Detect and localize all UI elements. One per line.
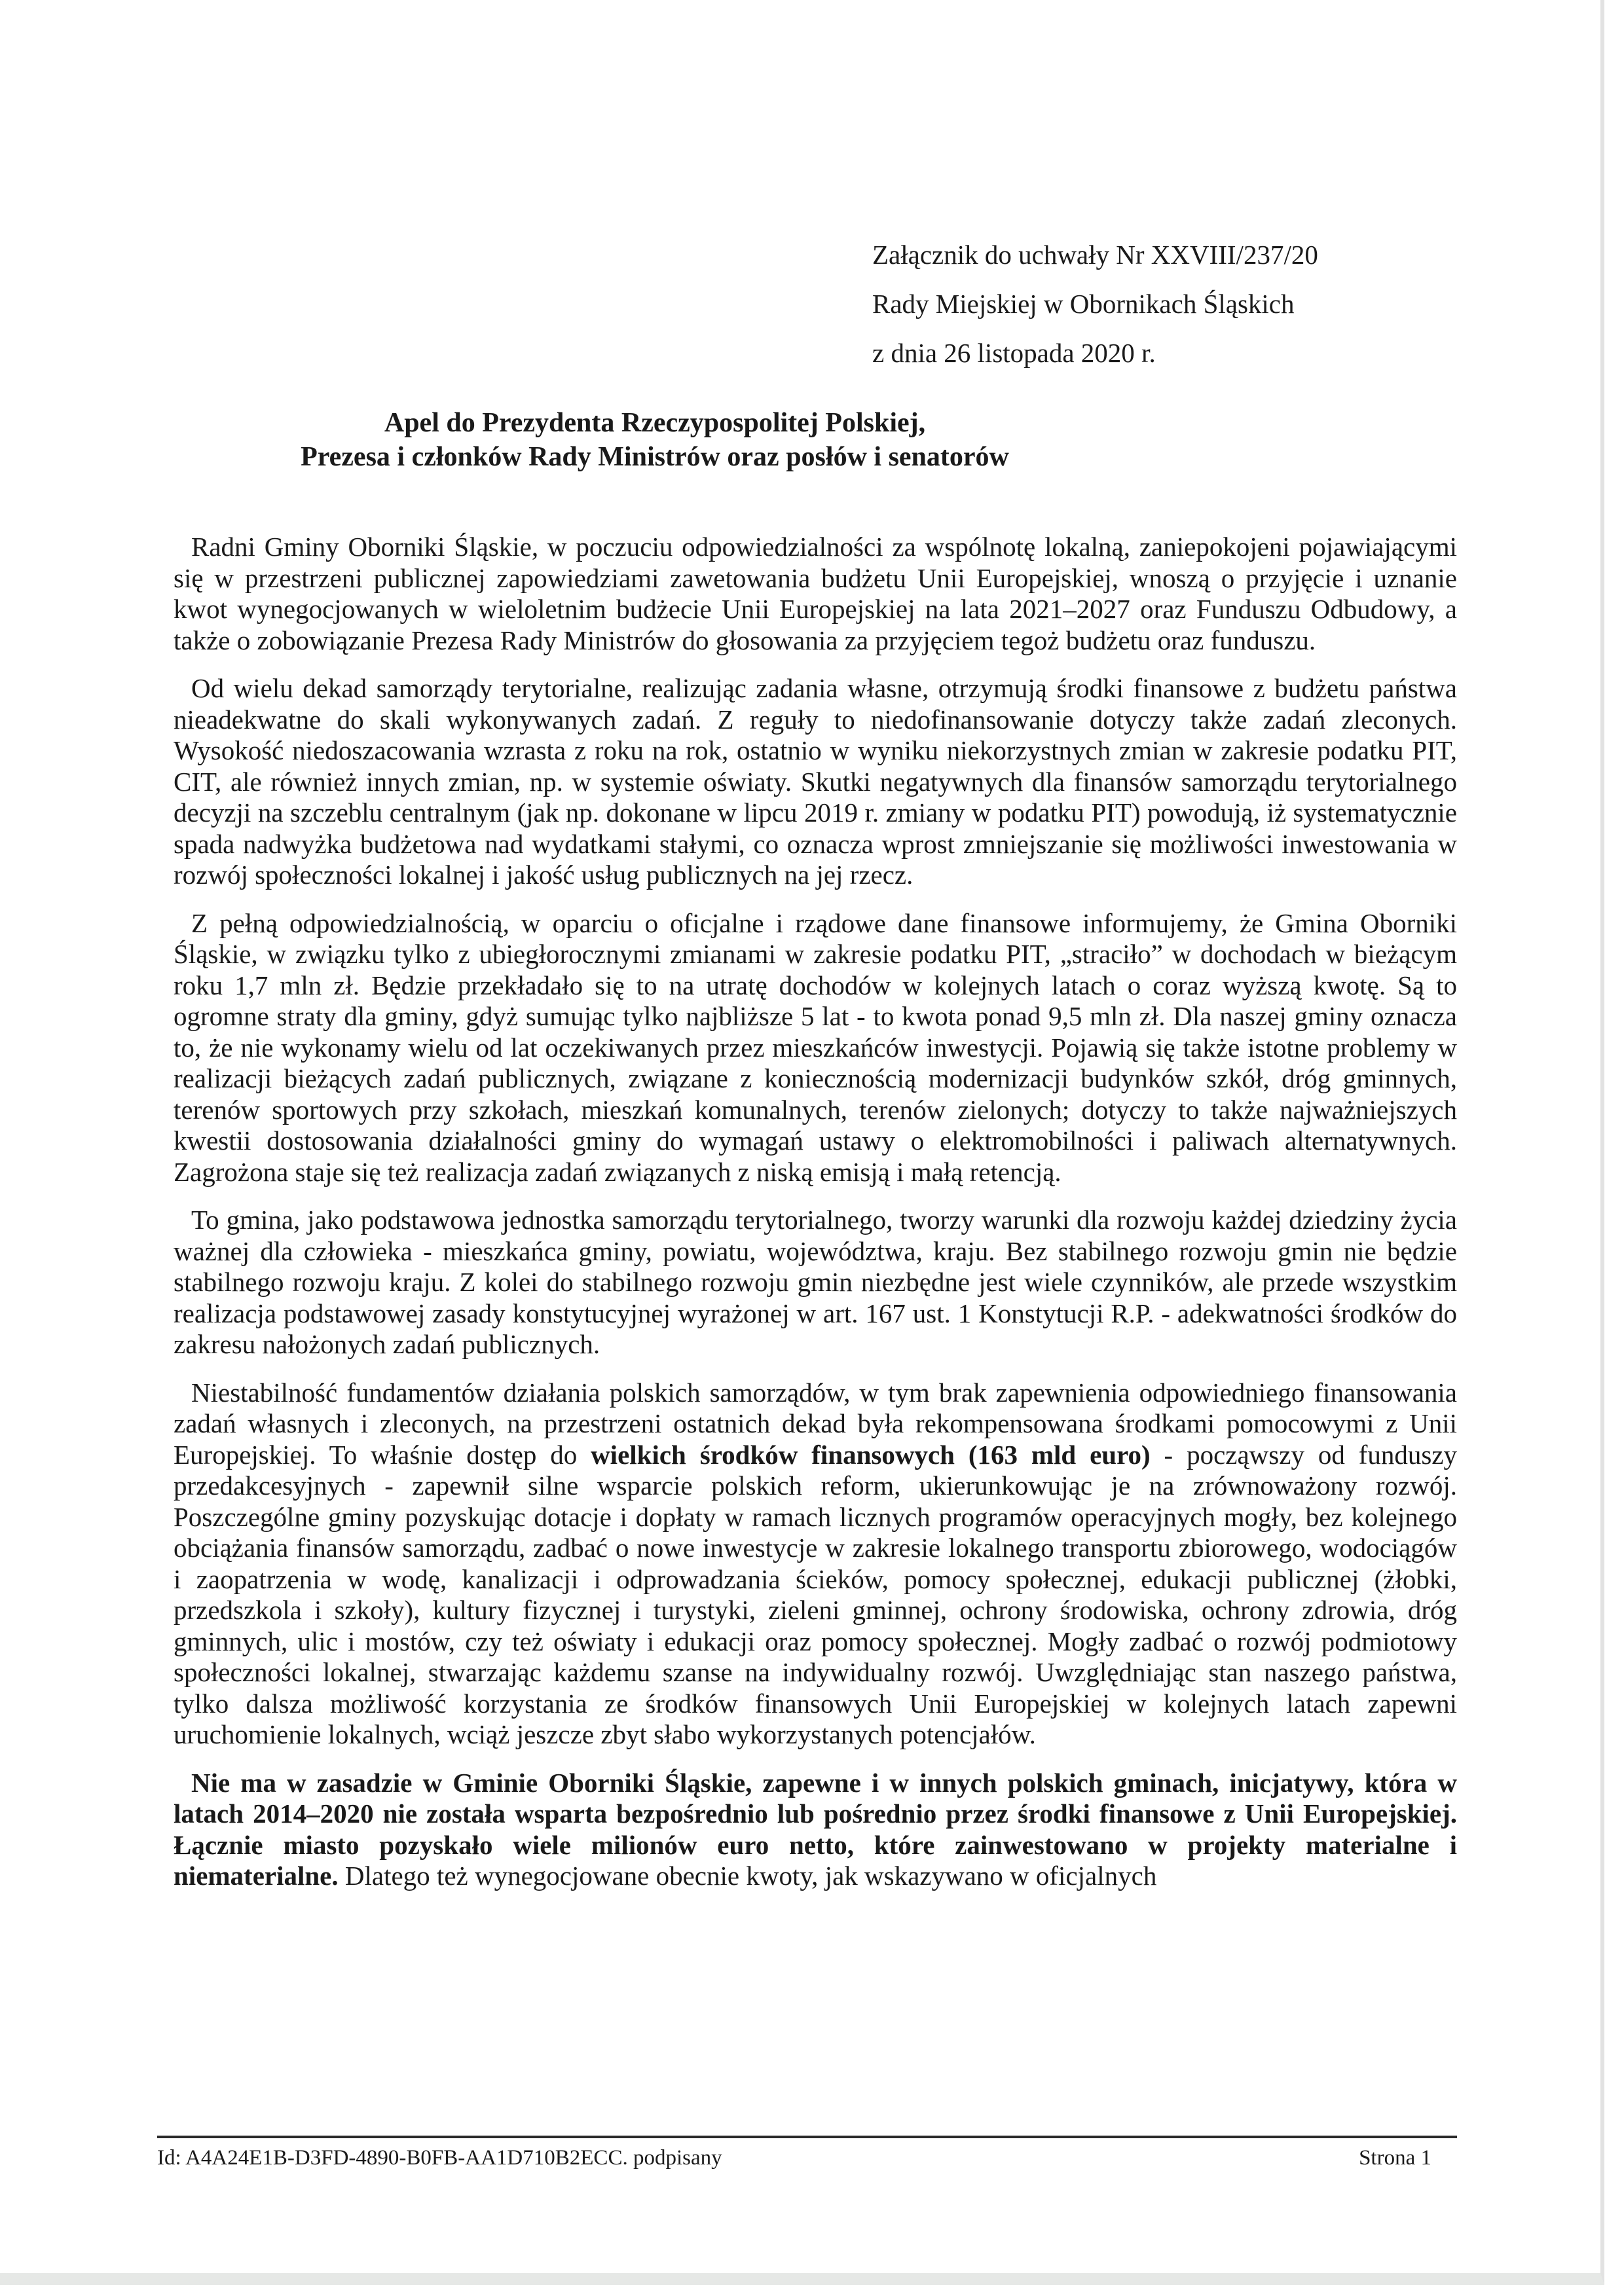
document-title <box>0 406 1624 474</box>
title-line-1: Apel do Prezydenta Rzeczypospolitej Polskiej, <box>384 408 926 438</box>
paragraph-4: To gmina, jako podstawowa jednostka samorządu terytorialnego, tworzy warunki dla rozwoju każdej dziedziny życia ważnej dla człowieka - mieszkańca gminy, powiatu, województwa, kraju. Bez stabilnego rozwoju gmin nie będzie stabilnego rozwoju kraju. Z kolei do stabilnego rozwoju gmin niezbędne jest wiele czynników, ale przede wszystkim realizacja podstawowej zasady konstytucyjnej wyrażonej w art. 167 ust. 1 Konstytucji R.P. - adekwatności środków do zakresu nałożonych zadań publicznych. <box>174 1205 1457 1359</box>
paragraph-6 <box>174 1768 1457 1892</box>
paragraph-3: Z pełną odpowiedzialnością, w oparciu o oficjalne i rządowe dane finansowe informujemy, że Gmina Oborniki Śląskie, w związku tylko z ubiegłorocznymi zmianami w zakresie podatku PIT, „straciło” w dochodach w bieżącym roku 1,7 mln zł. Będzie przekładało się to na utratę dochodów w kolejnych latach o coraz wyższą kwotę. Są to ogromne straty dla gminy, gdyż sumując tylko najbliższe 5 lat - to kwota ponad 9,5 mln zł. Dla naszej gminy oznacza to, że nie wykonamy wielu od lat oczekiwanych przez mieszkańców inwestycji. Pojawią się także istotne problemy w realizacji bieżących zadań publicznych, związane z koniecznością modernizacji budynków szkół, dróg gminnych, terenów sportowych przy szkołach, mieszkań komunalnych, terenów zielonych; dotyczy to także najważniejszych kwestii dostosowania działalności gminy do wymagań ustawy o elektromobilności i paliwach alternatywnych. Zagrożona staje się też realizacja zadań związanych z niską emisją i małą retencją. <box>174 907 1457 1187</box>
paragraph-5-text-start: Niestabilność fundamentów działania polskich samorządów, w tym brak zapewnienia odpowiedniego finansowania zadań własnych i zleconych, na przestrzeni ostatnich dekad była rekompensowana środkami pomocowymi z Unii Europejskiej. To właśnie dostęp do <box>174 1377 1457 1470</box>
footer-document-id: Id: A4A24E1B-D3FD-4890-B0FB-AA1D710B2ECC. podpisany <box>157 2146 722 2170</box>
attachment-resolution-number: Załącznik do uchwały Nr XXVIII/237/20 <box>872 240 1318 270</box>
document-body <box>174 532 1457 1909</box>
paragraph-5-text-end: - począwszy od funduszy przedakcesyjnych - zapewnił silne wsparcie polskich reform, ukierunkowując je na zrównoważony rozwój. Poszczególne gminy pozyskując dotacje i dopłaty w ramach licznych programów operacyjnych mogły, bez kolejnego obciążania finansów samorządu, zadbać o nowe inwestycje w zakresie lokalnego transportu zbiorowego, wodociągów i zaopatrzenia w wodę, kanalizacji i odprowadzania ścieków, pomocy społecznej, edukacji publicznej (żłobki, przedszkola i szkoły), kultury fizycznej i turystyki, zieleni gminnej, ochrony środowiska, ochrony zdrowia, dróg gminnych, ulic i mostów, czy też oświaty i edukacji oraz pomocy społecznej. Mogły zadbać o rozwój podmiotowy społeczności lokalnej, stwarzając każdemu szanse na indywidualny rozwój. Uwzględniając stan naszego państwa, tylko dalsza możliwość korzystania ze środków finansowych Unii Europejskiej w kolejnych latach zapewni uruchomienie lokalnych, wciąż jeszcze zbyt słabo wykorzystanych potencjałów. <box>174 1439 1457 1749</box>
paragraph-1: Radni Gminy Oborniki Śląskie, w poczuciu odpowiedzialności za wspólnotę lokalną, zaniepokojeni pojawiającymi się w przestrzeni publicznej zapowiedziami zawetowania budżetu Unii Europejskiej, wnoszą o przyjęcie i uznanie kwot wynegocjowanych w wieloletnim budżecie Unii Europejskiej na lata 2021–2027 oraz Funduszu Odbudowy, a także o zobowiązanie Prezesa Rady Ministrów do głosowania za przyjęciem tegoż budżetu oraz funduszu. <box>174 532 1457 655</box>
paragraph-6-bold-emphasis: Nie ma w zasadzie w Gminie Oborniki Śląskie, zapewne i w innych polskich gminach, inicjatywy, która w latach 2014–2020 nie została wsparta bezpośrednio lub pośrednio przez środki finansowe z Unii Europejskiej. Łącznie miasto pozyskało wiele milionów euro netto, które zainwestowano w projekty materialne i niematerialne. <box>174 1767 1457 1891</box>
attachment-header <box>872 230 1318 378</box>
footer-page-number: Strona 1 <box>1359 2146 1431 2170</box>
attachment-date: z dnia 26 listopada 2020 r. <box>872 338 1156 368</box>
paragraph-2: Od wielu dekad samorządy terytorialne, realizując zadania własne, otrzymują środki finansowe z budżetu państwa nieadekwatne do skali wykonywanych zadań. Z reguły to niedofinansowanie dotyczy także zadań zleconych. Wysokość niedoszacowania wzrasta z roku na rok, ostatnio w wyniku niekorzystnych zmian w zakresie podatku PIT, CIT, ale również innych zmian, np. w systemie oświaty. Skutki negatywnych dla finansów samorządu terytorialnego decyzji na szczeblu centralnym (jak np. dokonane w lipcu 2019 r. zmiany w podatku PIT) powodują, iż systematycznie spada nadwyżka budżetowa nad wydatkami stałymi, co oznacza wprost zmniejszanie się możliwości inwestowania w rozwój społeczności lokalnej i jakość usług publicznych na jej rzecz. <box>174 673 1457 890</box>
paragraph-5 <box>174 1377 1457 1751</box>
paragraph-6-text-end: Dlatego też wynegocjowane obecnie kwoty, jak wskazywano w oficjalnych <box>338 1861 1157 1891</box>
paragraph-5-bold-emphasis: wielkich środków finansowych (163 mld euro) <box>591 1439 1151 1470</box>
attachment-council-name: Rady Miejskiej w Obornikach Śląskich <box>872 289 1295 319</box>
footer-divider <box>157 2136 1457 2138</box>
title-line-2: Prezesa i członków Rady Ministrów oraz posłów i senatorów <box>301 442 1009 472</box>
